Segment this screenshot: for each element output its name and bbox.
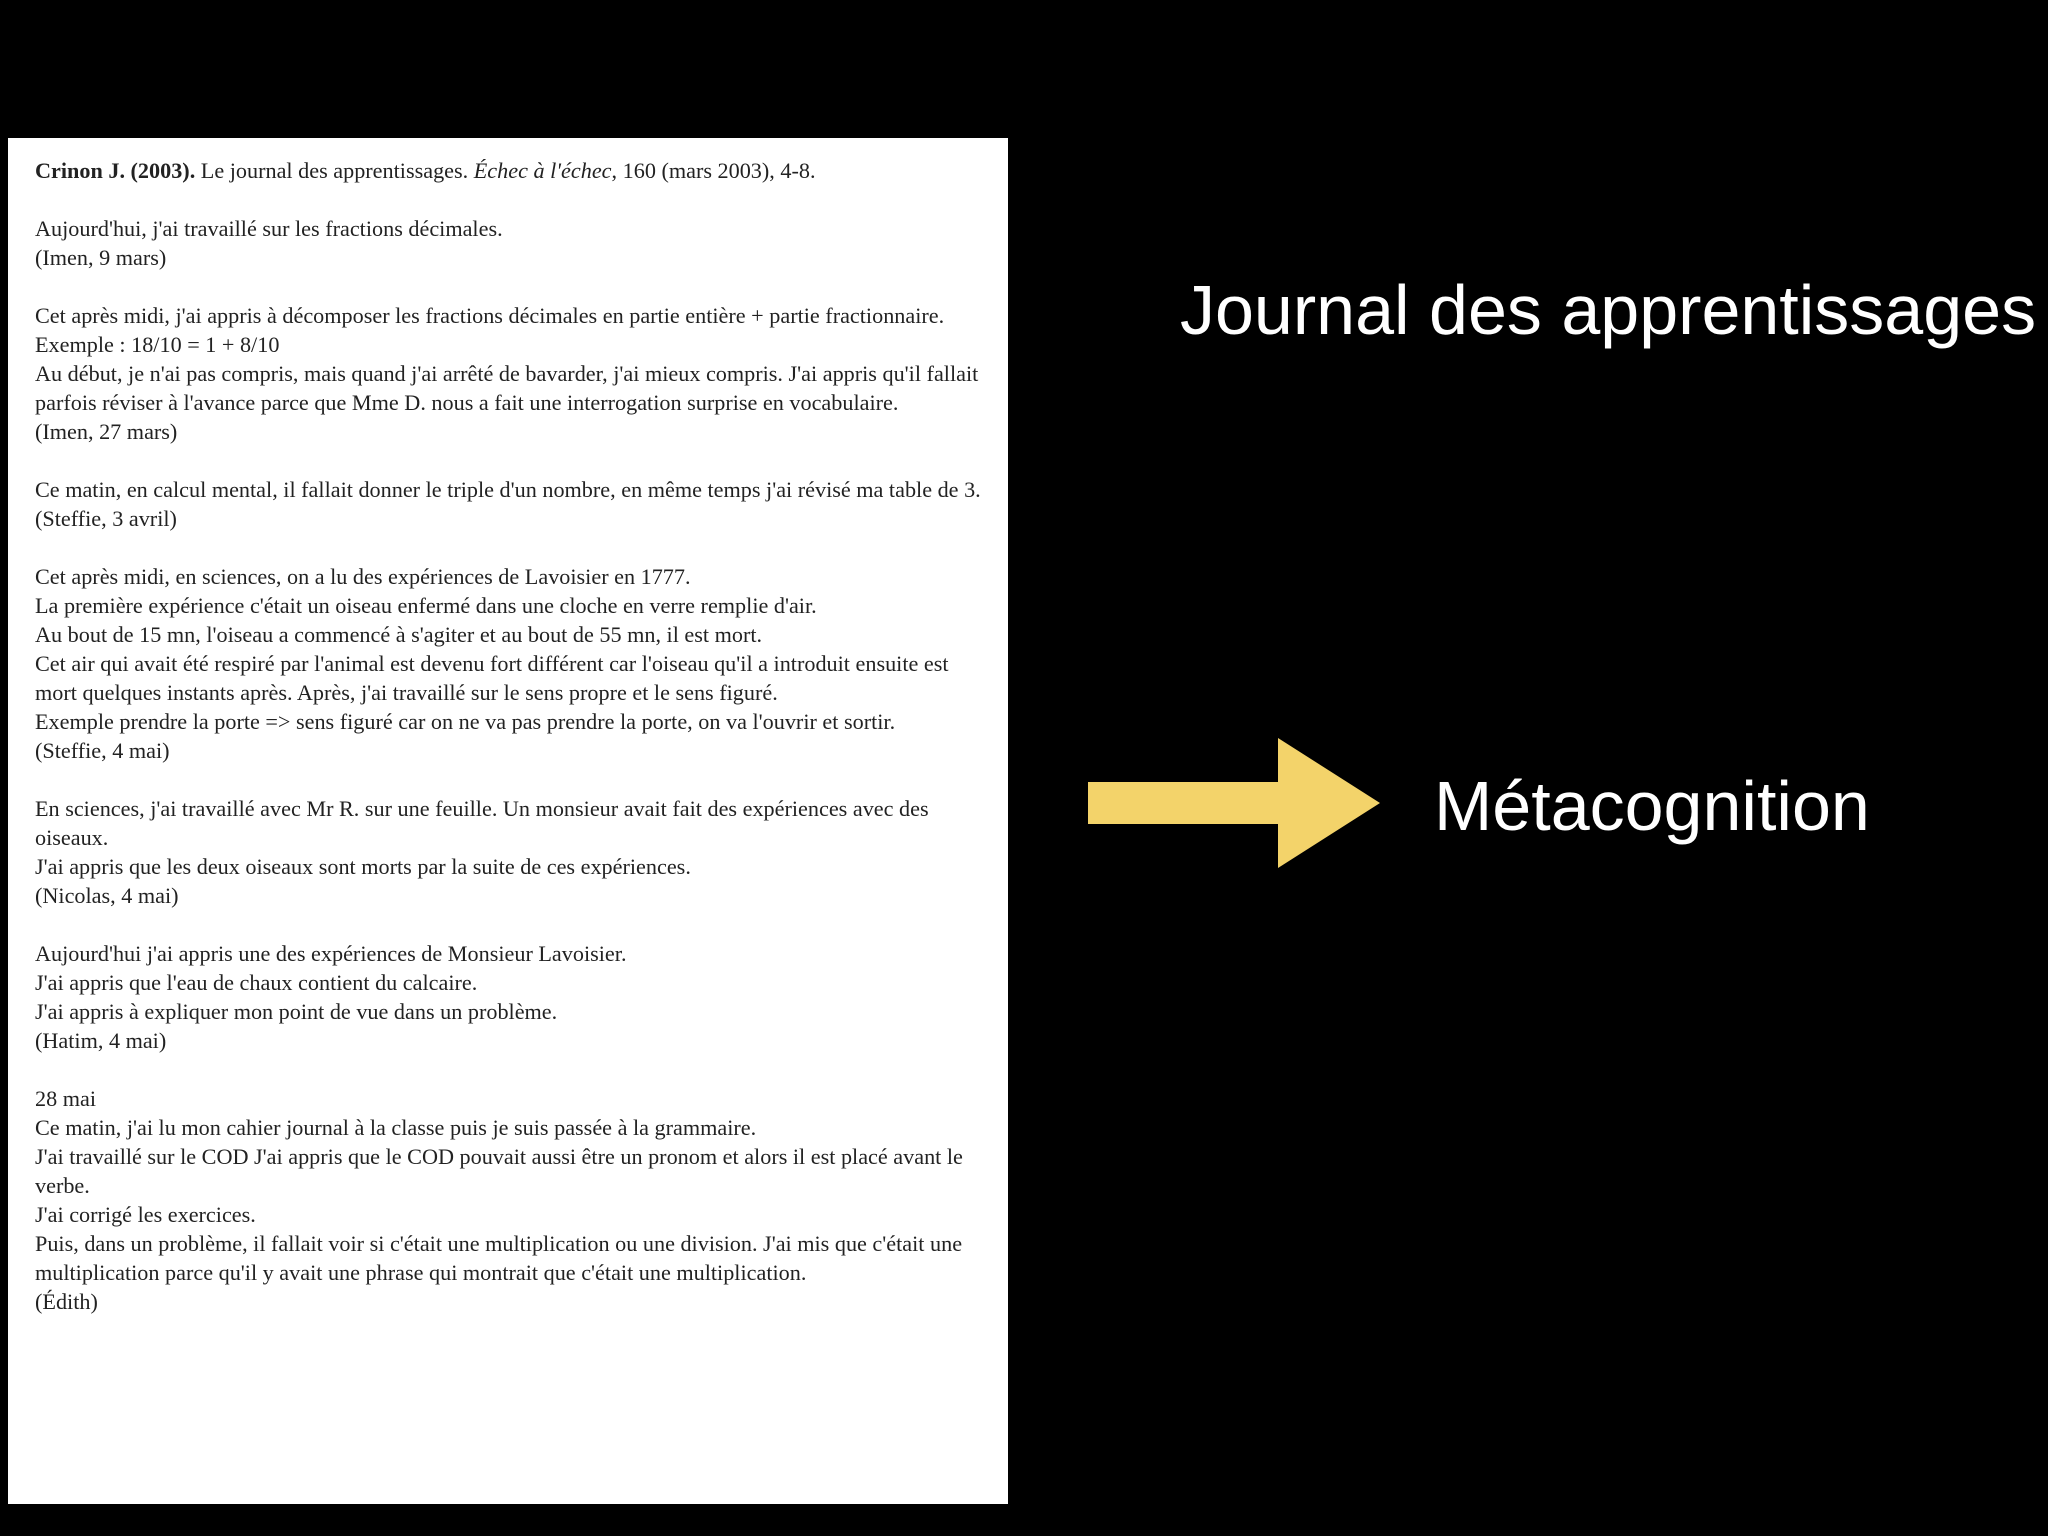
journal-entry <box>35 562 982 765</box>
citation-details: , 160 (mars 2003), 4-8. <box>611 158 816 183</box>
citation-title: Le journal des apprentissages. <box>195 158 474 183</box>
entry-date: 28 mai <box>35 1086 97 1111</box>
slide-title: Journal des apprentissages <box>1180 271 2037 349</box>
entry-line: J'ai corrigé les exercices. <box>35 1202 256 1227</box>
entry-signature: (Imen, 27 mars) <box>35 419 178 444</box>
entry-line: Aujourd'hui j'ai appris une des expériences de Monsieur Lavoisier. <box>35 941 627 966</box>
entry-line: Au bout de 15 mn, l'oiseau a commencé à s'agiter et au bout de 55 mn, il est mort. <box>35 622 763 647</box>
entry-signature: (Steffie, 3 avril) <box>35 506 177 531</box>
entry-signature: (Nicolas, 4 mai) <box>35 883 179 908</box>
entry-line: Cet après midi, j'ai appris à décomposer les fractions décimales en partie entière + partie fractionnaire. <box>35 303 945 328</box>
entry-line: Cet après midi, en sciences, on a lu des expériences de Lavoisier en 1777. <box>35 564 691 589</box>
entry-line: Cet air qui avait été respiré par l'animal est devenu fort différent car l'oiseau qu'il a introduit ensuite est mort quelques instants après. Après, j'ai travaillé sur le sens propre et le sens figuré. <box>35 651 949 705</box>
entry-line: Exemple prendre la porte => sens figuré car on ne va pas prendre la porte, on va l'ouvrir et sortir. <box>35 709 896 734</box>
entry-line: La première expérience c'était un oiseau enfermé dans une cloche en verre remplie d'air. <box>35 593 817 618</box>
journal-excerpt-document <box>8 138 1008 1504</box>
entry-signature: (Hatim, 4 mai) <box>35 1028 167 1053</box>
entry-line: Au début, je n'ai pas compris, mais quand j'ai arrêté de bavarder, j'ai mieux compris. J'ai appris qu'il fallait parfois réviser à l'avance parce que Mme D. nous a fait une interrogation surprise en vocabulaire. <box>35 361 979 415</box>
entry-line: Ce matin, en calcul mental, il fallait donner le triple d'un nombre, en même temps j'ai révisé ma table de 3. <box>35 477 981 502</box>
entry-line: Aujourd'hui, j'ai travaillé sur les fractions décimales. <box>35 216 503 241</box>
entry-line: J'ai appris que l'eau de chaux contient du calcaire. <box>35 970 478 995</box>
journal-entry <box>35 1084 982 1316</box>
entry-line: J'ai appris que les deux oiseaux sont morts par la suite de ces expériences. <box>35 854 691 879</box>
entry-signature: (Imen, 9 mars) <box>35 245 167 270</box>
entry-line: Ce matin, j'ai lu mon cahier journal à la classe puis je suis passée à la grammaire. <box>35 1115 757 1140</box>
citation <box>35 156 982 185</box>
metacognition-label: Métacognition <box>1434 767 1870 845</box>
arrow-shape <box>1088 738 1380 868</box>
entry-line: J'ai appris à expliquer mon point de vue dans un problème. <box>35 999 558 1024</box>
citation-journal: Échec à l'échec <box>473 158 612 183</box>
right-arrow-icon <box>1088 738 1380 868</box>
journal-entry <box>35 794 982 910</box>
journal-entry <box>35 475 982 533</box>
journal-entry <box>35 214 982 272</box>
journal-entry <box>35 301 982 446</box>
entry-line: Exemple : 18/10 = 1 + 8/10 <box>35 332 280 357</box>
entry-line: J'ai travaillé sur le COD J'ai appris que le COD pouvait aussi être un pronom et alors il est placé avant le verbe. <box>35 1144 963 1198</box>
entry-line: Puis, dans un problème, il fallait voir si c'était une multiplication ou une division. J'ai mis que c'était une multiplication parce qu'il y avait une phrase qui montrait que c'était une multiplication. <box>35 1231 963 1285</box>
entry-signature: (Steffie, 4 mai) <box>35 738 170 763</box>
entry-signature: (Édith) <box>35 1289 98 1314</box>
citation-author: Crinon J. (2003). <box>35 158 196 183</box>
entry-line: En sciences, j'ai travaillé avec Mr R. sur une feuille. Un monsieur avait fait des expériences avec des oiseaux. <box>35 796 929 850</box>
journal-entry <box>35 939 982 1055</box>
